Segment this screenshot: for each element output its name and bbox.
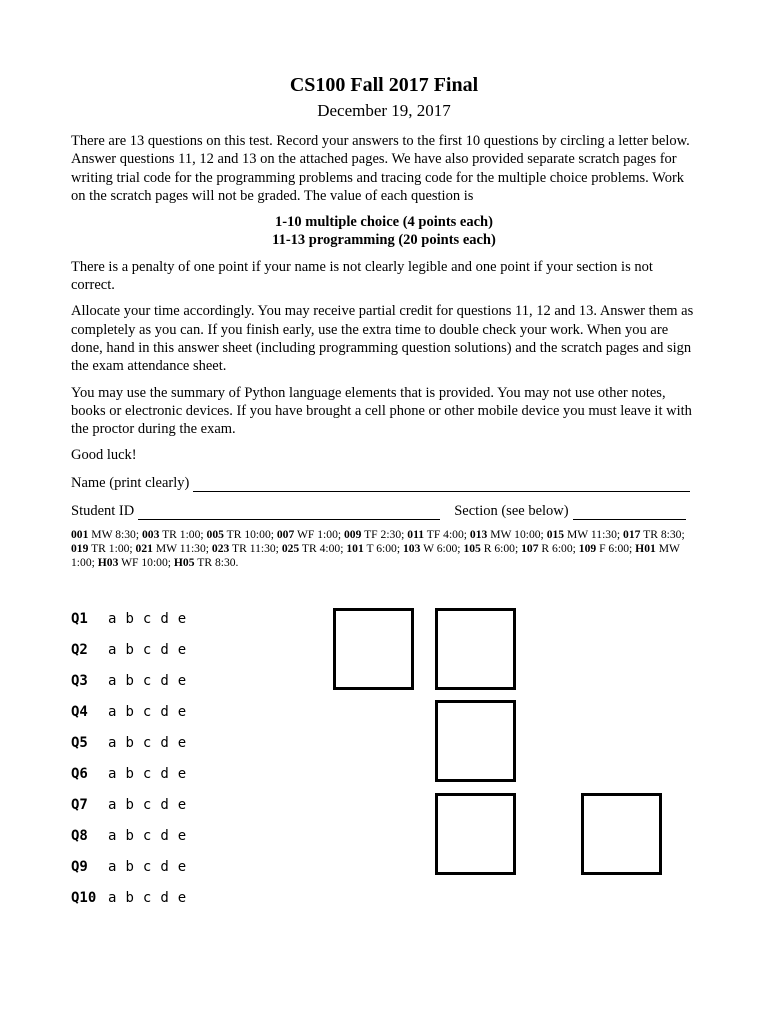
scratch-box bbox=[333, 608, 414, 690]
section-time: R 6:00; bbox=[483, 541, 519, 555]
section-entry bbox=[212, 542, 279, 555]
answer-choices bbox=[108, 611, 195, 627]
answer-choice-c[interactable]: c bbox=[142, 703, 152, 720]
question-row bbox=[71, 882, 195, 913]
section-time: TR 1:00; bbox=[162, 527, 204, 541]
answer-choice-c[interactable]: c bbox=[142, 858, 152, 875]
section-time: W 6:00; bbox=[423, 541, 461, 555]
answer-choice-b[interactable]: b bbox=[125, 858, 134, 875]
answer-choice-e[interactable]: e bbox=[177, 734, 187, 751]
answer-choice-b[interactable]: b bbox=[125, 672, 134, 689]
name-field-row bbox=[71, 474, 697, 492]
section-code: 103 bbox=[402, 541, 421, 555]
answer-choice-c[interactable]: c bbox=[142, 641, 152, 658]
points-multiple-choice: 1-10 multiple choice (4 points each) bbox=[275, 214, 493, 231]
section-entry bbox=[579, 542, 632, 555]
answer-choice-a[interactable]: a bbox=[108, 672, 117, 689]
answer-choice-e[interactable]: e bbox=[177, 796, 187, 813]
section-code: 009 bbox=[344, 527, 362, 541]
section-time: WF 10:00; bbox=[121, 556, 171, 570]
scratch-box bbox=[435, 793, 516, 875]
answer-choice-d[interactable]: d bbox=[160, 765, 169, 782]
section-time: TR 1:00; bbox=[91, 541, 133, 555]
question-label: Q4 bbox=[71, 703, 88, 720]
section-time: MW 1:00; bbox=[71, 541, 680, 570]
question-label: Q7 bbox=[71, 796, 88, 813]
answer-choice-d[interactable]: d bbox=[160, 703, 169, 720]
scratch-box bbox=[435, 608, 516, 690]
section-code: 101 bbox=[346, 541, 364, 555]
section-time: MW 8:30; bbox=[91, 527, 140, 541]
name-field[interactable] bbox=[193, 477, 690, 492]
section-time: TF 4:00; bbox=[426, 527, 467, 541]
answer-choice-d[interactable]: d bbox=[160, 858, 169, 875]
answer-choice-a[interactable]: a bbox=[108, 889, 117, 906]
section-code: 019 bbox=[71, 541, 89, 555]
answer-choice-d[interactable]: d bbox=[160, 672, 169, 689]
section-entry bbox=[470, 528, 544, 541]
section-time: TR 11:30; bbox=[231, 541, 279, 555]
answer-choices bbox=[108, 673, 195, 689]
section-entry bbox=[277, 528, 341, 541]
answer-choice-b[interactable]: b bbox=[125, 734, 134, 751]
answer-choice-d[interactable]: d bbox=[160, 796, 169, 813]
answer-choice-e[interactable]: e bbox=[177, 610, 187, 627]
question-row bbox=[71, 851, 195, 882]
question-row bbox=[71, 789, 195, 820]
answer-choice-d[interactable]: d bbox=[160, 889, 169, 906]
answer-choices bbox=[108, 890, 195, 906]
answer-choice-a[interactable]: a bbox=[108, 703, 117, 720]
name-label: Name (print clearly) bbox=[71, 474, 190, 491]
section-entry bbox=[344, 528, 404, 541]
section-code: 013 bbox=[469, 527, 488, 541]
question-label: Q10 bbox=[71, 889, 97, 906]
section-code: 011 bbox=[407, 527, 425, 541]
question-label: Q9 bbox=[71, 858, 88, 875]
answer-choice-e[interactable]: e bbox=[177, 703, 187, 720]
section-label: Section (see below) bbox=[454, 502, 569, 519]
question-row bbox=[71, 665, 195, 696]
student-id-label: Student ID bbox=[71, 502, 135, 519]
answer-choice-a[interactable]: a bbox=[108, 734, 117, 751]
question-row bbox=[71, 820, 195, 851]
section-entry bbox=[547, 528, 620, 541]
section-entry bbox=[282, 542, 344, 555]
question-row bbox=[71, 603, 195, 634]
answer-choice-e[interactable]: e bbox=[177, 672, 187, 689]
answer-choices bbox=[108, 766, 195, 782]
section-time: TR 8:30. bbox=[197, 556, 239, 570]
answer-choice-e[interactable]: e bbox=[177, 641, 187, 658]
answer-choices bbox=[108, 797, 195, 813]
section-code: 003 bbox=[141, 527, 160, 541]
answer-choice-a[interactable]: a bbox=[108, 610, 117, 627]
exam-cover-page bbox=[71, 72, 697, 570]
exam-date: December 19, 2017 bbox=[317, 101, 451, 120]
section-code: 025 bbox=[281, 541, 300, 555]
question-row bbox=[71, 758, 195, 789]
exam-title: CS100 Fall 2017 Final bbox=[289, 74, 479, 96]
answer-choice-c[interactable]: c bbox=[142, 734, 152, 751]
answer-choice-b[interactable]: b bbox=[125, 765, 134, 782]
question-row bbox=[71, 696, 195, 727]
section-time: TR 8:30; bbox=[643, 527, 685, 541]
section-time: TR 4:00; bbox=[301, 541, 344, 555]
section-time: F 6:00; bbox=[599, 541, 633, 555]
section-entry bbox=[407, 528, 467, 541]
section-code: H01 bbox=[635, 541, 656, 555]
section-entry bbox=[521, 542, 576, 555]
answer-choice-b[interactable]: b bbox=[125, 641, 134, 658]
answer-choice-d[interactable]: d bbox=[160, 610, 169, 627]
answer-grid bbox=[71, 603, 195, 913]
section-entry bbox=[403, 542, 461, 555]
scratch-box bbox=[581, 793, 662, 875]
answer-choices bbox=[108, 859, 195, 875]
section-entry bbox=[174, 556, 239, 569]
answer-choice-b[interactable]: b bbox=[125, 796, 134, 813]
section-entry bbox=[71, 542, 133, 555]
answer-choices bbox=[108, 704, 195, 720]
question-label: Q2 bbox=[71, 641, 88, 658]
section-code: 021 bbox=[135, 541, 153, 555]
answer-choice-c[interactable]: c bbox=[142, 672, 152, 689]
section-entry bbox=[71, 528, 139, 541]
answer-choice-b[interactable]: b bbox=[125, 610, 134, 627]
section-code: H05 bbox=[173, 556, 195, 570]
answer-choice-d[interactable]: d bbox=[160, 641, 169, 658]
answer-choice-a[interactable]: a bbox=[108, 827, 117, 844]
section-code: 105 bbox=[463, 541, 481, 555]
section-code: 107 bbox=[521, 541, 539, 555]
section-time: TF 2:30; bbox=[364, 527, 405, 541]
answer-choice-e[interactable]: e bbox=[177, 858, 187, 875]
answer-choices bbox=[108, 828, 195, 844]
answer-choice-c[interactable]: c bbox=[142, 765, 152, 782]
answer-choice-b[interactable]: b bbox=[125, 827, 134, 844]
section-time: MW 11:30; bbox=[155, 541, 209, 555]
section-code: 007 bbox=[276, 527, 295, 541]
answer-choice-e[interactable]: e bbox=[177, 889, 187, 906]
answer-choice-d[interactable]: d bbox=[160, 827, 169, 844]
section-code: 001 bbox=[71, 527, 89, 541]
answer-choice-c[interactable]: c bbox=[142, 827, 152, 844]
section-entry bbox=[463, 542, 518, 555]
points-programming: 11-13 programming (20 points each) bbox=[272, 232, 496, 249]
question-label: Q5 bbox=[71, 734, 88, 751]
answer-choice-c[interactable]: c bbox=[142, 889, 152, 906]
good-luck: Good luck! bbox=[71, 447, 137, 464]
section-code: 023 bbox=[211, 541, 230, 555]
answer-choice-e[interactable]: e bbox=[177, 827, 187, 844]
section-entry bbox=[142, 528, 204, 541]
answer-choices bbox=[108, 642, 195, 658]
section-time: WF 1:00; bbox=[296, 527, 342, 541]
section-entry bbox=[207, 528, 274, 541]
answer-choice-b[interactable]: b bbox=[125, 889, 134, 906]
section-code: 109 bbox=[578, 541, 597, 555]
answer-choice-e[interactable]: e bbox=[177, 765, 187, 782]
instructions-intro: There are 13 questions on this test. Record your answers to the first 10 questions by circling a letter below. Answer questions 11, 12 and 13 on the attached pages. We have also provided separate scratch pages for writing trial code for the programming problems and tracing code for the multiple choice problems. Work on the scratch pages will not be graded. The value of each question is bbox=[71, 133, 690, 204]
section-entry bbox=[98, 556, 171, 569]
answer-choice-a[interactable]: a bbox=[108, 796, 117, 813]
question-label: Q3 bbox=[71, 672, 88, 689]
answer-choice-c[interactable]: c bbox=[142, 796, 152, 813]
instructions-penalty: There is a penalty of one point if your name is not clearly legible and one point if your section is not correct. bbox=[71, 258, 653, 294]
instructions-summary: You may use the summary of Python language elements that is provided. You may not use other notes, books or electronic devices. If you have brought a cell phone or other mobile device you must leave it with the proctor during the exam. bbox=[71, 384, 692, 438]
answer-choice-a[interactable]: a bbox=[108, 765, 117, 782]
question-label: Q6 bbox=[71, 765, 88, 782]
question-label: Q1 bbox=[71, 610, 88, 627]
question-row bbox=[71, 634, 195, 665]
section-entry bbox=[623, 528, 685, 541]
answer-choice-d[interactable]: d bbox=[160, 734, 169, 751]
section-time: T 6:00; bbox=[366, 541, 401, 555]
section-time: MW 11:30; bbox=[566, 527, 621, 541]
section-entry bbox=[346, 542, 400, 555]
student-id-row bbox=[71, 502, 697, 520]
student-id-field[interactable] bbox=[138, 505, 440, 520]
section-time: R 6:00; bbox=[541, 541, 576, 555]
scratch-box bbox=[435, 700, 516, 782]
section-code: H03 bbox=[97, 556, 119, 570]
instructions-allocate: Allocate your time accordingly. You may receive partial credit for questions 11, 12 and 13. Answer them as completely as you can. If you finish early, use the extra time to double check your work. When you are done, hand in this answer sheet (including programming question solutions) and the scratch pages and sign the exam attendance sheet. bbox=[71, 303, 694, 375]
section-field[interactable] bbox=[573, 505, 686, 520]
section-list bbox=[71, 528, 697, 571]
section-code: 005 bbox=[206, 527, 224, 541]
answer-choice-b[interactable]: b bbox=[125, 703, 134, 720]
section-entry bbox=[136, 542, 209, 555]
answer-choice-a[interactable]: a bbox=[108, 641, 117, 658]
answer-choice-a[interactable]: a bbox=[108, 858, 117, 875]
question-label: Q8 bbox=[71, 827, 88, 844]
section-time: TR 10:00; bbox=[226, 527, 274, 541]
answer-choices bbox=[108, 735, 195, 751]
section-code: 017 bbox=[623, 527, 641, 541]
section-code: 015 bbox=[546, 527, 565, 541]
section-time: MW 10:00; bbox=[490, 527, 544, 541]
answer-choice-c[interactable]: c bbox=[142, 610, 152, 627]
question-row bbox=[71, 727, 195, 758]
